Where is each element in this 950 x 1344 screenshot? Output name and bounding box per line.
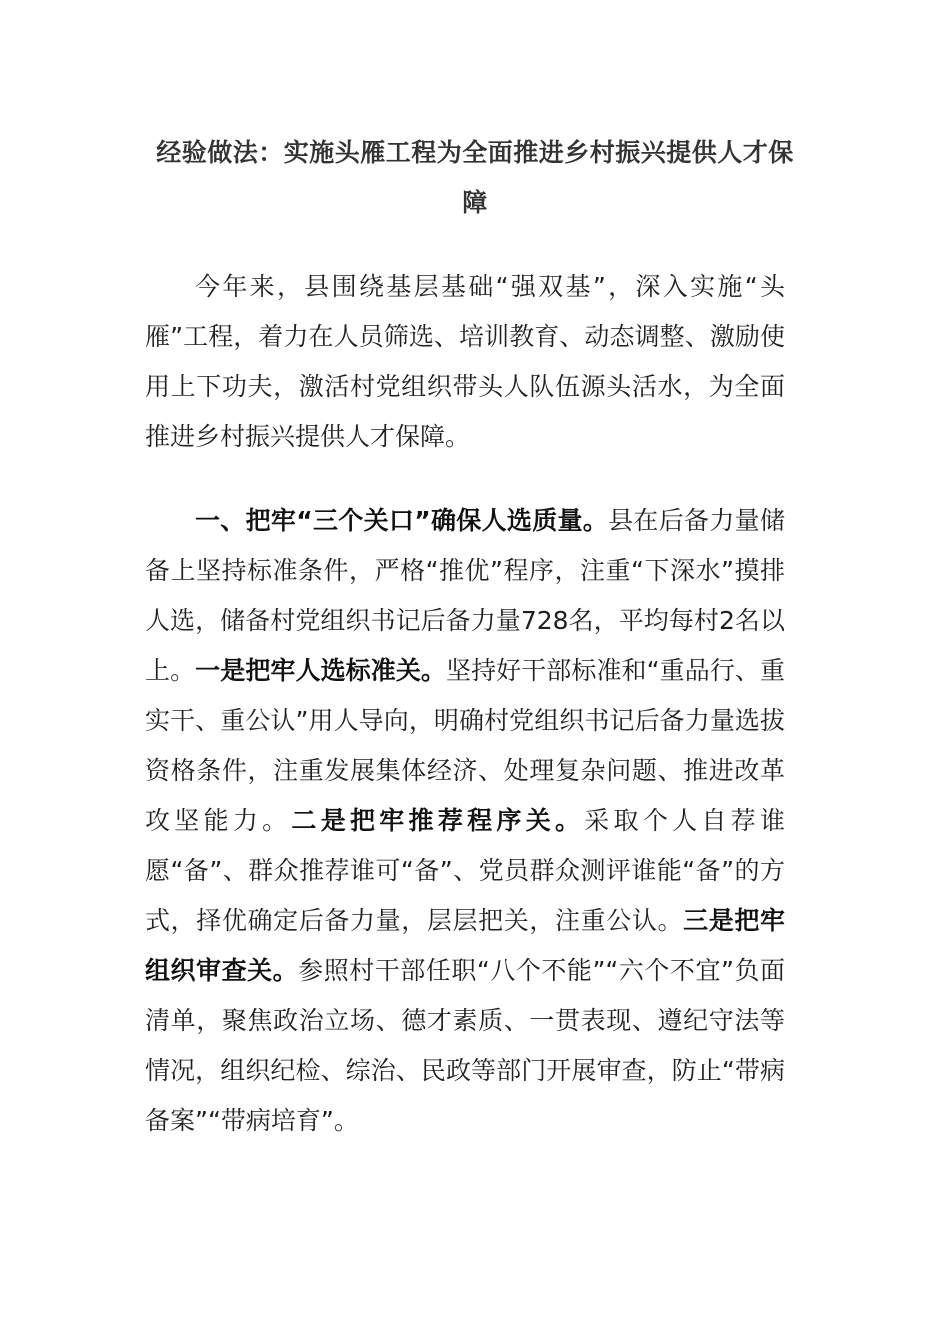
document-title: 经验做法：实施头雁工程为全面推进乡村振兴提供人才保障 — [156, 138, 794, 217]
section-1-heading: 一、把牢“三个关口”确保人选质量。 — [195, 506, 609, 535]
point-1-text: 坚持好干部标准和“重品行、重实干、重公认”用人导向，明确村党组织书记后备力量选拔资格条件，注重发展集体经济、处理复杂问题、推进改革攻坚能力。 — [145, 656, 785, 835]
point-1-heading: 一是把牢人选标准关。 — [195, 656, 446, 685]
point-2-text: 采取个人自荐谁愿“备”、群众推荐谁可“备”、党员群众测评谁能“备”的方式，择优确定后备力量，层层把关，注重公认。 — [145, 806, 785, 935]
intro-paragraph: 今年来，县围绕基层基础“强双基”，深入实施“头雁”工程，着力在人员筛选、培训教育、动态调整、激励使用上下功夫，激活村党组织带头人队伍源头活水，为全面推进乡村振兴提供人才保障。 — [145, 272, 785, 451]
point-3-heading: 三是把牢组织审查关。 — [145, 906, 785, 985]
section-1-paragraph — [145, 496, 785, 1146]
point-3-text: 参照村干部任职“八个不能”“六个不宜”负面清单，聚焦政治立场、德才素质、一贯表现、遵纪守法等情况，组织纪检、综治、民政等部门开展审查，防止“带病备案”“带病培育”。 — [145, 956, 785, 1135]
section-1-lead: 县在后备力量储备上坚持标准条件，严格“推优”程序，注重“下深水”摸排人选，储备村党组织书记后备力量728名，平均每村2名以上。 — [145, 506, 785, 685]
point-2-heading: 二是把牢推荐程序关。 — [291, 806, 585, 835]
